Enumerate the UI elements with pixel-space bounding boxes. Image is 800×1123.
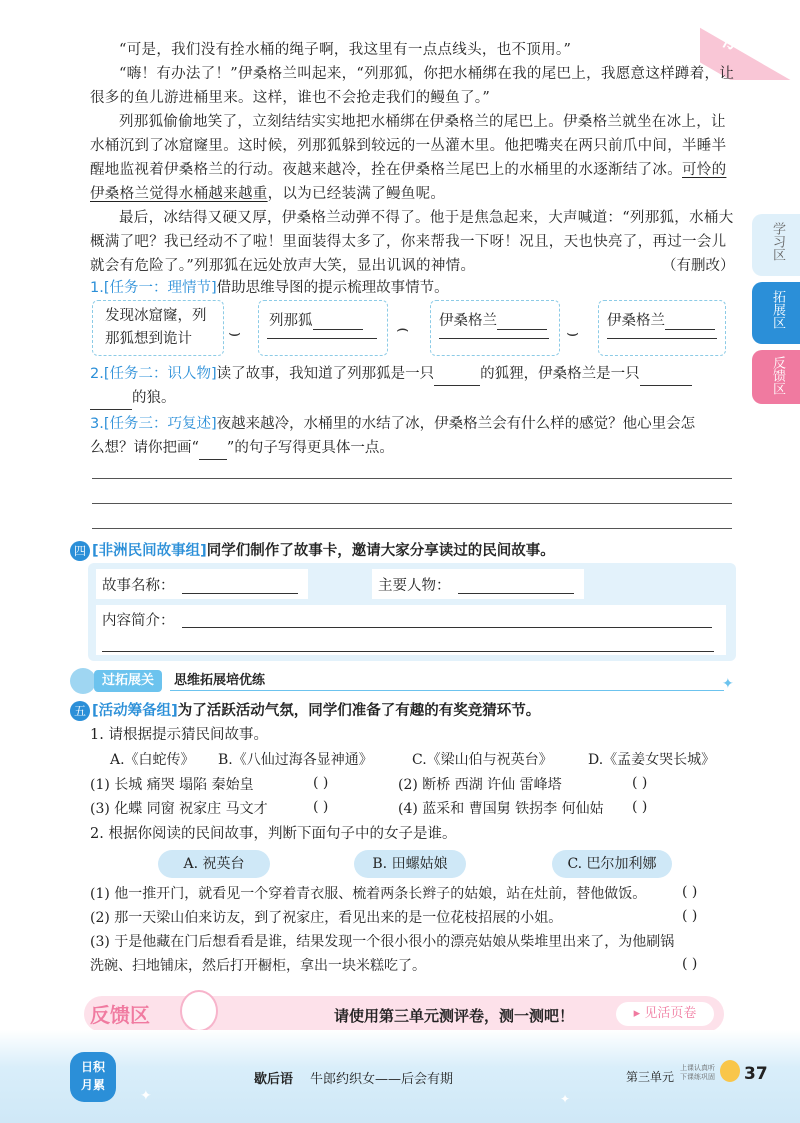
main-characters-field[interactable]: 主要人物： [372, 569, 584, 599]
choice-a: A.《白蛇传》 [110, 752, 195, 768]
mascot-icon [180, 990, 218, 1032]
side-tab-study[interactable]: 学习区 [752, 214, 800, 276]
daily-accumulation-badge: 日积 月累 [70, 1052, 116, 1102]
answer-paren[interactable]: ( ) [313, 799, 329, 815]
story-card [88, 563, 736, 661]
story-note: （有删改） [662, 258, 735, 274]
feedback-bar: 反馈区 请使用第三单元测评卷，测一测吧！ ▸ 见活页卷 [84, 996, 724, 1032]
mascot-icon [70, 668, 96, 694]
answer-line[interactable] [92, 478, 732, 479]
clue-3: (3) 化蝶 同窗 祝家庄 马文才 [90, 801, 268, 817]
arrow-down-curve-icon: ⌣ [566, 320, 580, 344]
clue-2: (2) 断桥 西湖 许仙 雷峰塔 [398, 777, 562, 793]
play-icon: ▸ [633, 1006, 645, 1021]
task1-heading: 1.[任务一：理情节]借助思维导图的提示梳理故事情节。 [90, 280, 449, 296]
section4-heading: [非洲民间故事组]同学们制作了故事卡，邀请大家分享读过的民间故事。 [92, 543, 555, 559]
saying-text: 牛郎约织女——后会有期 [310, 1072, 454, 1087]
sentence-3: (3) 于是他藏在门后想看看是谁，结果发现一个很小很小的漂亮姑娘从柴堆里出来了，为他刷锅 [90, 934, 675, 950]
mindmap-box-1: 发现冰窟窿，列那狐想到诡计 [92, 300, 224, 356]
mindmap-box-3[interactable]: 伊桑格兰 [430, 300, 560, 356]
answer-paren[interactable]: ( ) [313, 775, 329, 791]
side-tab-expand[interactable]: 拓展区 [752, 282, 800, 344]
story-name-field[interactable]: 故事名称： [96, 569, 308, 599]
sentence-2: (2) 那一天梁山伯来访友，到了祝家庄，看见出来的是一位花枝招展的小姐。 [90, 910, 563, 926]
option-c-pill: C. 巴尔加利娜 [552, 850, 672, 878]
answer-paren[interactable]: ( ) [632, 799, 648, 815]
task2-line-2: 的狼。 [90, 386, 176, 410]
clue-1: (1) 长城 痛哭 塌陷 秦始皇 [90, 777, 254, 793]
arrow-up-curve-icon: ⌢ [396, 316, 410, 340]
saying-label: 歇后语 [254, 1072, 294, 1087]
q1-prompt: 1. 请根据提示猜民间故事。 [90, 727, 268, 743]
footer-small-note: 上课认真听 下课练巩固 [680, 1064, 715, 1081]
choice-c: C.《梁山伯与祝英台》 [412, 752, 553, 768]
expansion-banner: 过拓展关 思维拓展培优练 ✦ [70, 668, 730, 694]
star-icon: ✦ [722, 676, 734, 692]
footer-star-icon: ✦ [140, 1088, 152, 1104]
mindmap-box-4[interactable]: 伊桑格兰 [598, 300, 726, 356]
answer-blank[interactable] [640, 385, 692, 386]
underlined-sentence: 可怜的伊桑格兰觉得水桶越来越重 [90, 162, 727, 202]
section5-number-badge: 五 [70, 701, 90, 721]
answer-paren[interactable]: ( ) [682, 884, 698, 900]
answer-paren[interactable]: ( ) [682, 908, 698, 924]
choice-d: D.《孟姜女哭长城》 [588, 752, 716, 768]
story-paragraph-1: “可是，我们没有拴水桶的绳子啊，我这里有一点点线头，也不顶用。” [119, 42, 572, 58]
section4-number-badge: 四 [70, 541, 90, 561]
answer-blank[interactable] [90, 409, 132, 410]
choice-b: B.《八仙过海各显神通》 [218, 752, 373, 768]
mindmap-box-2[interactable]: 列那狐 [258, 300, 388, 356]
unit-label: 第三单元 [626, 1070, 675, 1084]
task3-line-1: 3.[任务三：巧复述]夜越来越冷，水桶里的水结了冰，伊桑格兰会有什么样的感觉？他心里会怎 [90, 416, 696, 432]
story-paragraph-2: “嗨！有办法了！”伊桑格兰叫起来，“列那狐，你把水桶绑在我的尾巴上，我愿意这样蹲着，让很多的鱼儿游进桶里来。这样，谁也不会抢走我们的鳗鱼了。” [90, 66, 735, 106]
option-b-pill: B. 田螺姑娘 [354, 850, 466, 878]
sentence-1: (1) 他一推开门，就看见一个穿着青衣服、梳着两条长辫子的姑娘，站在灶前，替他做饭。 [90, 886, 647, 902]
answer-paren[interactable]: ( ) [682, 956, 698, 972]
answer-line[interactable] [92, 528, 732, 529]
answer-paren[interactable]: ( ) [632, 775, 648, 791]
q2-prompt: 2. 根据你阅读的民间故事，判断下面句子中的女子是谁。 [90, 826, 457, 842]
view-worksheet-button[interactable]: ▸ 见活页卷 [616, 1002, 714, 1026]
clue-4: (4) 蓝采和 曹国舅 铁拐李 何仙姑 [398, 801, 604, 817]
side-tab-feedback[interactable]: 反馈区 [752, 350, 800, 404]
arrow-down-curve-icon: ⌣ [228, 320, 242, 344]
task2-line-1: 2.[任务二：识人物]读了故事，我知道了列那狐是一只 的狐狸，伊桑格兰是一只 [90, 362, 692, 386]
section5-heading: [活动筹备组]为了活跃活动气氛，同学们准备了有趣的有奖竞猜环节。 [92, 703, 541, 719]
option-a-pill: A. 祝英台 [158, 850, 270, 878]
mascot-icon [720, 1060, 740, 1082]
page-number: 37 [744, 1064, 768, 1084]
answer-blank[interactable] [434, 385, 480, 386]
footer-star-icon: ✦ [560, 1092, 571, 1106]
teacher-edition-stamp: 教师用书 [700, 0, 800, 80]
summary-field[interactable]: 内容简介： [96, 605, 726, 655]
task3-line-2: 么想？请你把画“ ”的句子写得更具体一点。 [90, 436, 394, 460]
story-paragraph-4: 最后，冰结得又硬又厚，伊桑格兰动弹不得了。他于是焦急起来，大声喊道：“列那狐，水桶大概满了吧？我已经动不了啦！里面装得太多了，你来帮我一下呀！况且，天也快亮了，再过一会儿就会有危险了。”列那狐在远处放声大笑，显出讥讽的神情。 [90, 210, 734, 274]
answer-line[interactable] [92, 503, 732, 504]
sentence-3-cont: 洗碗、扫地铺床，然后打开橱柜，拿出一块米糕吃了。 [90, 958, 426, 974]
story-paragraph-3: 列那狐偷偷地笑了，立刻结结实实地把水桶绑在伊桑格兰的尾巴上。伊桑格兰就坐在冰上，让水桶沉到了冰窟窿里。这时候，列那狐躲到较远的一丛灌木里。他把嘴夹在两只前爪中间，半睡半醒地监视着伊桑格兰的行动。夜越来越冷，拴在伊桑格兰尾巴上的水桶里的水逐渐结了冰。可怜的伊桑格兰觉得水桶越来越重，以为已经装满了鳗鱼呢。 [90, 114, 727, 202]
